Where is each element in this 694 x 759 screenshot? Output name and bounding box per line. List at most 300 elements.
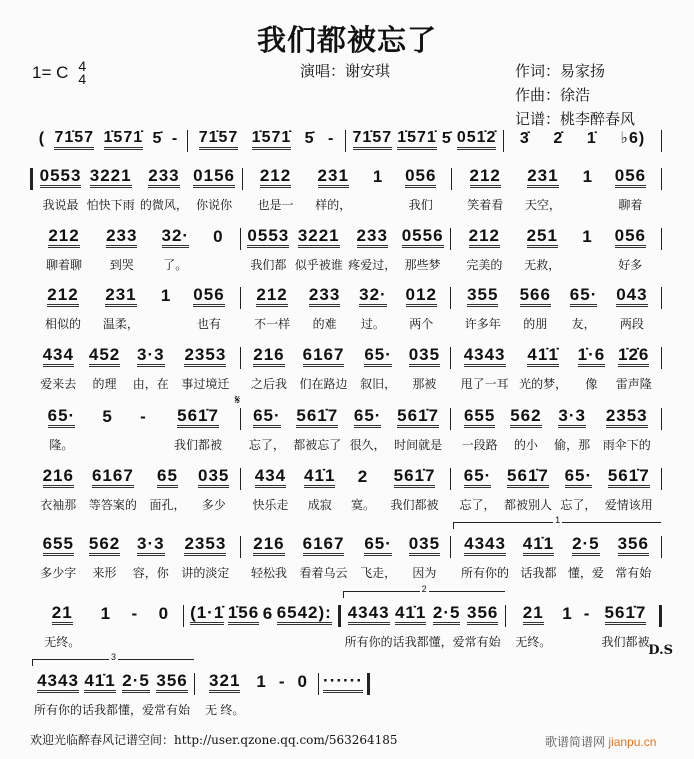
note: 434 [43, 345, 74, 367]
lyric: 由，在 [132, 377, 169, 391]
measure [184, 603, 337, 647]
note: 3̇ [519, 130, 530, 147]
note-group [460, 466, 496, 510]
note: 056 [193, 285, 224, 307]
note-group [46, 226, 82, 270]
note-group [409, 534, 440, 578]
note-group [587, 128, 597, 150]
note-group [616, 345, 652, 389]
note-group [133, 534, 169, 578]
score-system [30, 345, 662, 389]
note: 6167 [92, 466, 134, 488]
note-group [106, 226, 137, 270]
lyric: 所有你的 [461, 566, 510, 580]
note: - [131, 604, 139, 623]
lyric: 也有 [196, 317, 221, 331]
lyric: 懂，爱 [567, 566, 604, 580]
lyric: 温柔， [102, 317, 139, 331]
lyric: 话我都 [392, 635, 429, 649]
dal-segno-mark: D.S [648, 643, 673, 658]
measure [30, 406, 240, 450]
note-group [54, 128, 94, 150]
note: 212 [260, 166, 291, 188]
note: 1 [582, 167, 594, 186]
note-group [154, 671, 190, 715]
note: 21 [523, 603, 544, 625]
measure [30, 345, 240, 389]
lyric: 也是一 [257, 198, 294, 212]
note-group [620, 128, 645, 150]
lyric: 我们都 [250, 258, 287, 272]
lyric: 无 终。 [205, 703, 245, 717]
lyric: 聊着 [618, 198, 643, 212]
lyric: 那被 [412, 377, 437, 391]
measure [241, 345, 451, 389]
note-group [256, 671, 266, 715]
note-group [360, 345, 396, 389]
note-group [300, 345, 348, 389]
lyric: 无救， [524, 258, 561, 272]
lyric: 过。 [360, 317, 385, 331]
note-group [351, 466, 375, 510]
note: 6167 [303, 345, 345, 367]
note: (1·1̇ [190, 603, 224, 625]
note-group [263, 603, 273, 647]
note: 231 [318, 166, 349, 188]
measure [30, 603, 183, 647]
note: 2353 [184, 345, 226, 367]
note-group [104, 128, 144, 150]
note: - [140, 407, 147, 426]
note-group [103, 285, 139, 329]
note: 0 [297, 672, 309, 691]
note-group [258, 166, 294, 210]
lyric: 许多年 [464, 317, 501, 331]
lyric: 我们都被 [390, 498, 439, 512]
note: 212 [48, 226, 79, 248]
measure [319, 671, 367, 715]
score-system [30, 652, 370, 717]
note: 035 [198, 466, 229, 488]
measure [341, 584, 505, 649]
note-group [149, 466, 185, 510]
note: 655 [464, 406, 495, 428]
barline [661, 130, 662, 152]
note-group [393, 603, 429, 647]
note: 5̇ [152, 130, 163, 147]
lyric: 轻松我 [250, 566, 287, 580]
note: 32· [162, 226, 190, 248]
lyric: 之后我 [250, 377, 287, 391]
note: 434 [255, 466, 286, 488]
note: 0553 [247, 226, 289, 248]
lyric: 我们都被 [174, 438, 223, 452]
barline [661, 287, 662, 309]
lyric: 的微风， [139, 198, 188, 212]
note: 6542): [277, 603, 332, 625]
measure [234, 392, 451, 452]
lyric: 成寂 [307, 498, 332, 512]
note-group [40, 466, 76, 510]
lyric: 光的梦， [519, 377, 568, 391]
lyric: 时间就是 [394, 438, 443, 452]
note-group [190, 603, 224, 647]
score-system [30, 285, 662, 329]
note-group [360, 534, 396, 578]
measure [451, 406, 661, 450]
intro-paren: ( [38, 130, 46, 147]
barline [661, 228, 662, 250]
note: 5̇ [441, 130, 452, 147]
lyric: 疼爱过， [348, 258, 397, 272]
note: 41̇1̇ [527, 345, 558, 367]
note-group [252, 128, 292, 150]
note-group [397, 128, 437, 150]
note: 056 [615, 226, 646, 248]
measure [30, 652, 194, 717]
watermark: 歌谱简谱网 jianpu.cn [545, 735, 657, 749]
note: 1̇571̇ [397, 128, 437, 150]
note: 1̇571̇ [104, 128, 144, 150]
note: ······ [323, 671, 363, 693]
note: 3·3 [137, 345, 165, 367]
note-group [578, 345, 606, 389]
note-group [616, 285, 647, 329]
lyric: 甩了一耳 [460, 377, 509, 391]
lyric: 到哭 [109, 258, 134, 272]
lyric: 忘了， [248, 438, 285, 452]
score-system [30, 584, 673, 658]
note-group [615, 226, 646, 270]
measure [30, 534, 240, 578]
lyric: 两段 [619, 317, 644, 331]
measure [241, 534, 451, 578]
note: 4343 [464, 345, 506, 367]
note: 2·5 [572, 534, 600, 556]
note: 321 [209, 671, 240, 693]
note-group [525, 166, 561, 210]
measure [346, 128, 503, 150]
note-group [615, 534, 651, 578]
note: 561̇7 [397, 406, 439, 428]
measure [241, 226, 451, 270]
lyric: 无终。 [44, 635, 81, 649]
note: 6167 [303, 534, 345, 556]
note-group [345, 603, 393, 647]
note-group [249, 406, 285, 450]
composer: 作曲：徐浩 [515, 86, 591, 104]
note-group [87, 166, 135, 210]
note-group [140, 166, 188, 210]
key: 1= C [32, 63, 69, 82]
note: 65· [565, 466, 593, 488]
note-group [409, 345, 440, 389]
note-group [520, 128, 530, 150]
note-group [402, 226, 444, 270]
volta-number: 2 [421, 584, 427, 594]
lyric: 叙旧， [360, 377, 397, 391]
note-group [161, 285, 171, 329]
note-group [394, 406, 442, 450]
note-group [193, 166, 235, 210]
measure [188, 128, 345, 150]
key-signature [32, 60, 86, 86]
volta-bracket [453, 515, 661, 529]
note-group [40, 534, 76, 578]
note: 356 [156, 671, 187, 693]
note: 21 [52, 603, 73, 625]
note-group [198, 466, 229, 510]
note-group [89, 345, 120, 389]
note-group [254, 285, 290, 329]
note: 4343 [464, 534, 506, 556]
note-group [615, 166, 646, 210]
note: 6 [262, 604, 274, 623]
note-group [467, 166, 503, 210]
note-group [570, 285, 598, 329]
lyricist: 作词：易家扬 [515, 62, 606, 80]
lyric: 笑着看 [467, 198, 504, 212]
note: 035 [409, 534, 440, 556]
measure [451, 226, 661, 270]
lyric: 面孔， [149, 498, 186, 512]
note-group [553, 128, 563, 150]
barline [661, 168, 662, 190]
note-group [159, 603, 169, 647]
note: 71̇57 [54, 128, 94, 150]
volta-bracket [32, 652, 194, 666]
lyric: 多少字 [40, 566, 77, 580]
note-group [252, 466, 288, 510]
lyric: 忘了， [560, 498, 597, 512]
note: 356 [618, 534, 649, 556]
note-group [524, 226, 560, 270]
lyric: 不一样 [254, 317, 291, 331]
lyric: 衣袖那 [40, 498, 77, 512]
barline [661, 408, 662, 430]
note-group [461, 534, 509, 578]
note: 355 [467, 285, 498, 307]
measure [243, 166, 452, 210]
lyric: 常有始 [615, 566, 652, 580]
note: 2·5 [433, 603, 461, 625]
lyric: 讲的淡定 [181, 566, 230, 580]
note: 65· [364, 534, 392, 556]
score-system [30, 515, 662, 580]
lyric: 天空， [524, 198, 561, 212]
note: 71̇57 [353, 128, 393, 150]
note-group [140, 406, 147, 450]
note: - [327, 130, 335, 147]
note-group [251, 345, 287, 389]
lyric: 很久， [349, 438, 386, 452]
note-group [181, 345, 229, 389]
note: 3221 [298, 226, 340, 248]
note-group [40, 345, 76, 389]
note-group [251, 534, 287, 578]
note-group [304, 466, 335, 510]
note: 056 [615, 166, 646, 188]
note-group [406, 285, 437, 329]
note-group [309, 285, 340, 329]
note: 41̇1 [523, 534, 554, 556]
note: 051̇2̇ [457, 128, 497, 150]
time-signature: 4 4 [78, 58, 87, 87]
measure [506, 603, 673, 658]
lyric: 懂，爱 [118, 703, 155, 717]
note: 41̇1 [304, 466, 335, 488]
lyric: 聊着聊 [46, 258, 83, 272]
note-group [510, 406, 541, 450]
note-group [601, 603, 649, 647]
lyric: 无终。 [515, 635, 552, 649]
note-group [515, 603, 551, 647]
note: 2̇ [553, 130, 564, 147]
note-group [457, 128, 497, 150]
barline [661, 536, 662, 558]
lyric: 看着乌云 [299, 566, 348, 580]
note-group [461, 345, 509, 389]
note-group [44, 603, 80, 647]
note-group [584, 603, 591, 647]
note-group [582, 226, 592, 270]
note-group [181, 534, 229, 578]
note: 1̇56 [228, 603, 259, 625]
lyric: 快乐走 [252, 498, 289, 512]
note-group [132, 603, 139, 647]
note: 65· [570, 285, 598, 307]
note: 2353 [606, 406, 648, 428]
note-group [323, 671, 363, 715]
note: 41̇1 [395, 603, 426, 625]
note: 0556 [402, 226, 444, 248]
note: 65· [253, 406, 281, 428]
note-group [466, 226, 502, 270]
note: 561̇7 [605, 603, 647, 625]
lyric: 似乎被谁 [294, 258, 343, 272]
note: - [583, 604, 591, 623]
note-group [462, 406, 498, 450]
singer: 演唱：谢安琪 [300, 62, 391, 80]
note: 1̇571̇ [252, 128, 292, 150]
footer-link: 欢迎光临醉春风记谱空间：http://user.qzone.qq.com/563264185 [30, 733, 398, 747]
note-group [520, 285, 551, 329]
lyric: 怕快下雨 [86, 198, 135, 212]
transcriber: 记谱：桃李醉春风 [515, 110, 636, 128]
note-group [560, 466, 596, 510]
note: 65· [464, 466, 492, 488]
note: 1 [562, 604, 573, 623]
lyric: 友， [571, 317, 596, 331]
note-group [442, 128, 452, 150]
score-system [30, 466, 662, 510]
note-group [348, 226, 396, 270]
note: 043 [616, 285, 647, 307]
note: 32· [359, 285, 387, 307]
lyric: 像 [585, 377, 598, 391]
lyric: 完美的 [466, 258, 503, 272]
note: 561̇7 [608, 466, 650, 488]
note: 233 [148, 166, 179, 188]
lyric: 话我都 [520, 566, 557, 580]
note-group [213, 226, 223, 270]
lyric: 的朋 [523, 317, 548, 331]
lyric: 常有始 [154, 703, 191, 717]
note: 356 [467, 603, 498, 625]
note-group [293, 406, 341, 450]
lyric: 相似的 [44, 317, 81, 331]
note: 216 [253, 534, 284, 556]
volta-bracket [343, 584, 505, 598]
note: 231 [105, 285, 136, 307]
note: 2353 [184, 534, 226, 556]
note-group [40, 166, 82, 210]
measure [30, 128, 187, 150]
note-group [305, 128, 315, 150]
lyric: 飞走， [360, 566, 397, 580]
note: - [278, 672, 286, 691]
lyric: 我们都被 [601, 635, 650, 649]
note: 035 [409, 345, 440, 367]
note: 65 [157, 466, 178, 488]
note-group [247, 226, 289, 270]
note: 233 [309, 285, 340, 307]
measure [30, 226, 240, 270]
note: 1 [100, 604, 112, 623]
note: 0553 [40, 166, 82, 188]
note: 1 [582, 227, 593, 246]
note-group [153, 128, 163, 150]
lyric: 雨伞下的 [602, 438, 651, 452]
note-group [605, 466, 653, 510]
note-group [391, 466, 439, 510]
note: 1̇·6 [578, 345, 606, 367]
note-group [174, 406, 222, 450]
lyric: 我们 [408, 198, 433, 212]
lyric: 样的， [315, 198, 352, 212]
lyric: 容，你 [132, 566, 169, 580]
note-group [568, 534, 604, 578]
note: 3·3 [558, 406, 586, 428]
lyric: 都被忘了 [293, 438, 342, 452]
note: 561̇7 [507, 466, 549, 488]
score-system [30, 226, 662, 270]
note: 0 [213, 227, 224, 246]
note: 65· [354, 406, 382, 428]
score-system [30, 166, 662, 210]
note: 1̇ [586, 130, 597, 147]
measure [452, 166, 661, 210]
note-group [562, 603, 572, 647]
note: 056 [405, 166, 436, 188]
note: 2 [357, 467, 369, 486]
note: 562 [89, 534, 120, 556]
note: 3·3 [137, 534, 165, 556]
note: 3221 [90, 166, 132, 188]
measure [195, 671, 318, 715]
note-group [504, 466, 552, 510]
lyric: 们在路边 [299, 377, 348, 391]
note-group [89, 466, 137, 510]
lyric: 两个 [409, 317, 434, 331]
measure [33, 166, 242, 210]
note: 655 [43, 534, 74, 556]
note-group [328, 128, 334, 150]
note-group [465, 603, 501, 647]
lyric: 的理 [92, 377, 117, 391]
lyric: 都被别人 [503, 498, 552, 512]
measure [451, 285, 661, 329]
